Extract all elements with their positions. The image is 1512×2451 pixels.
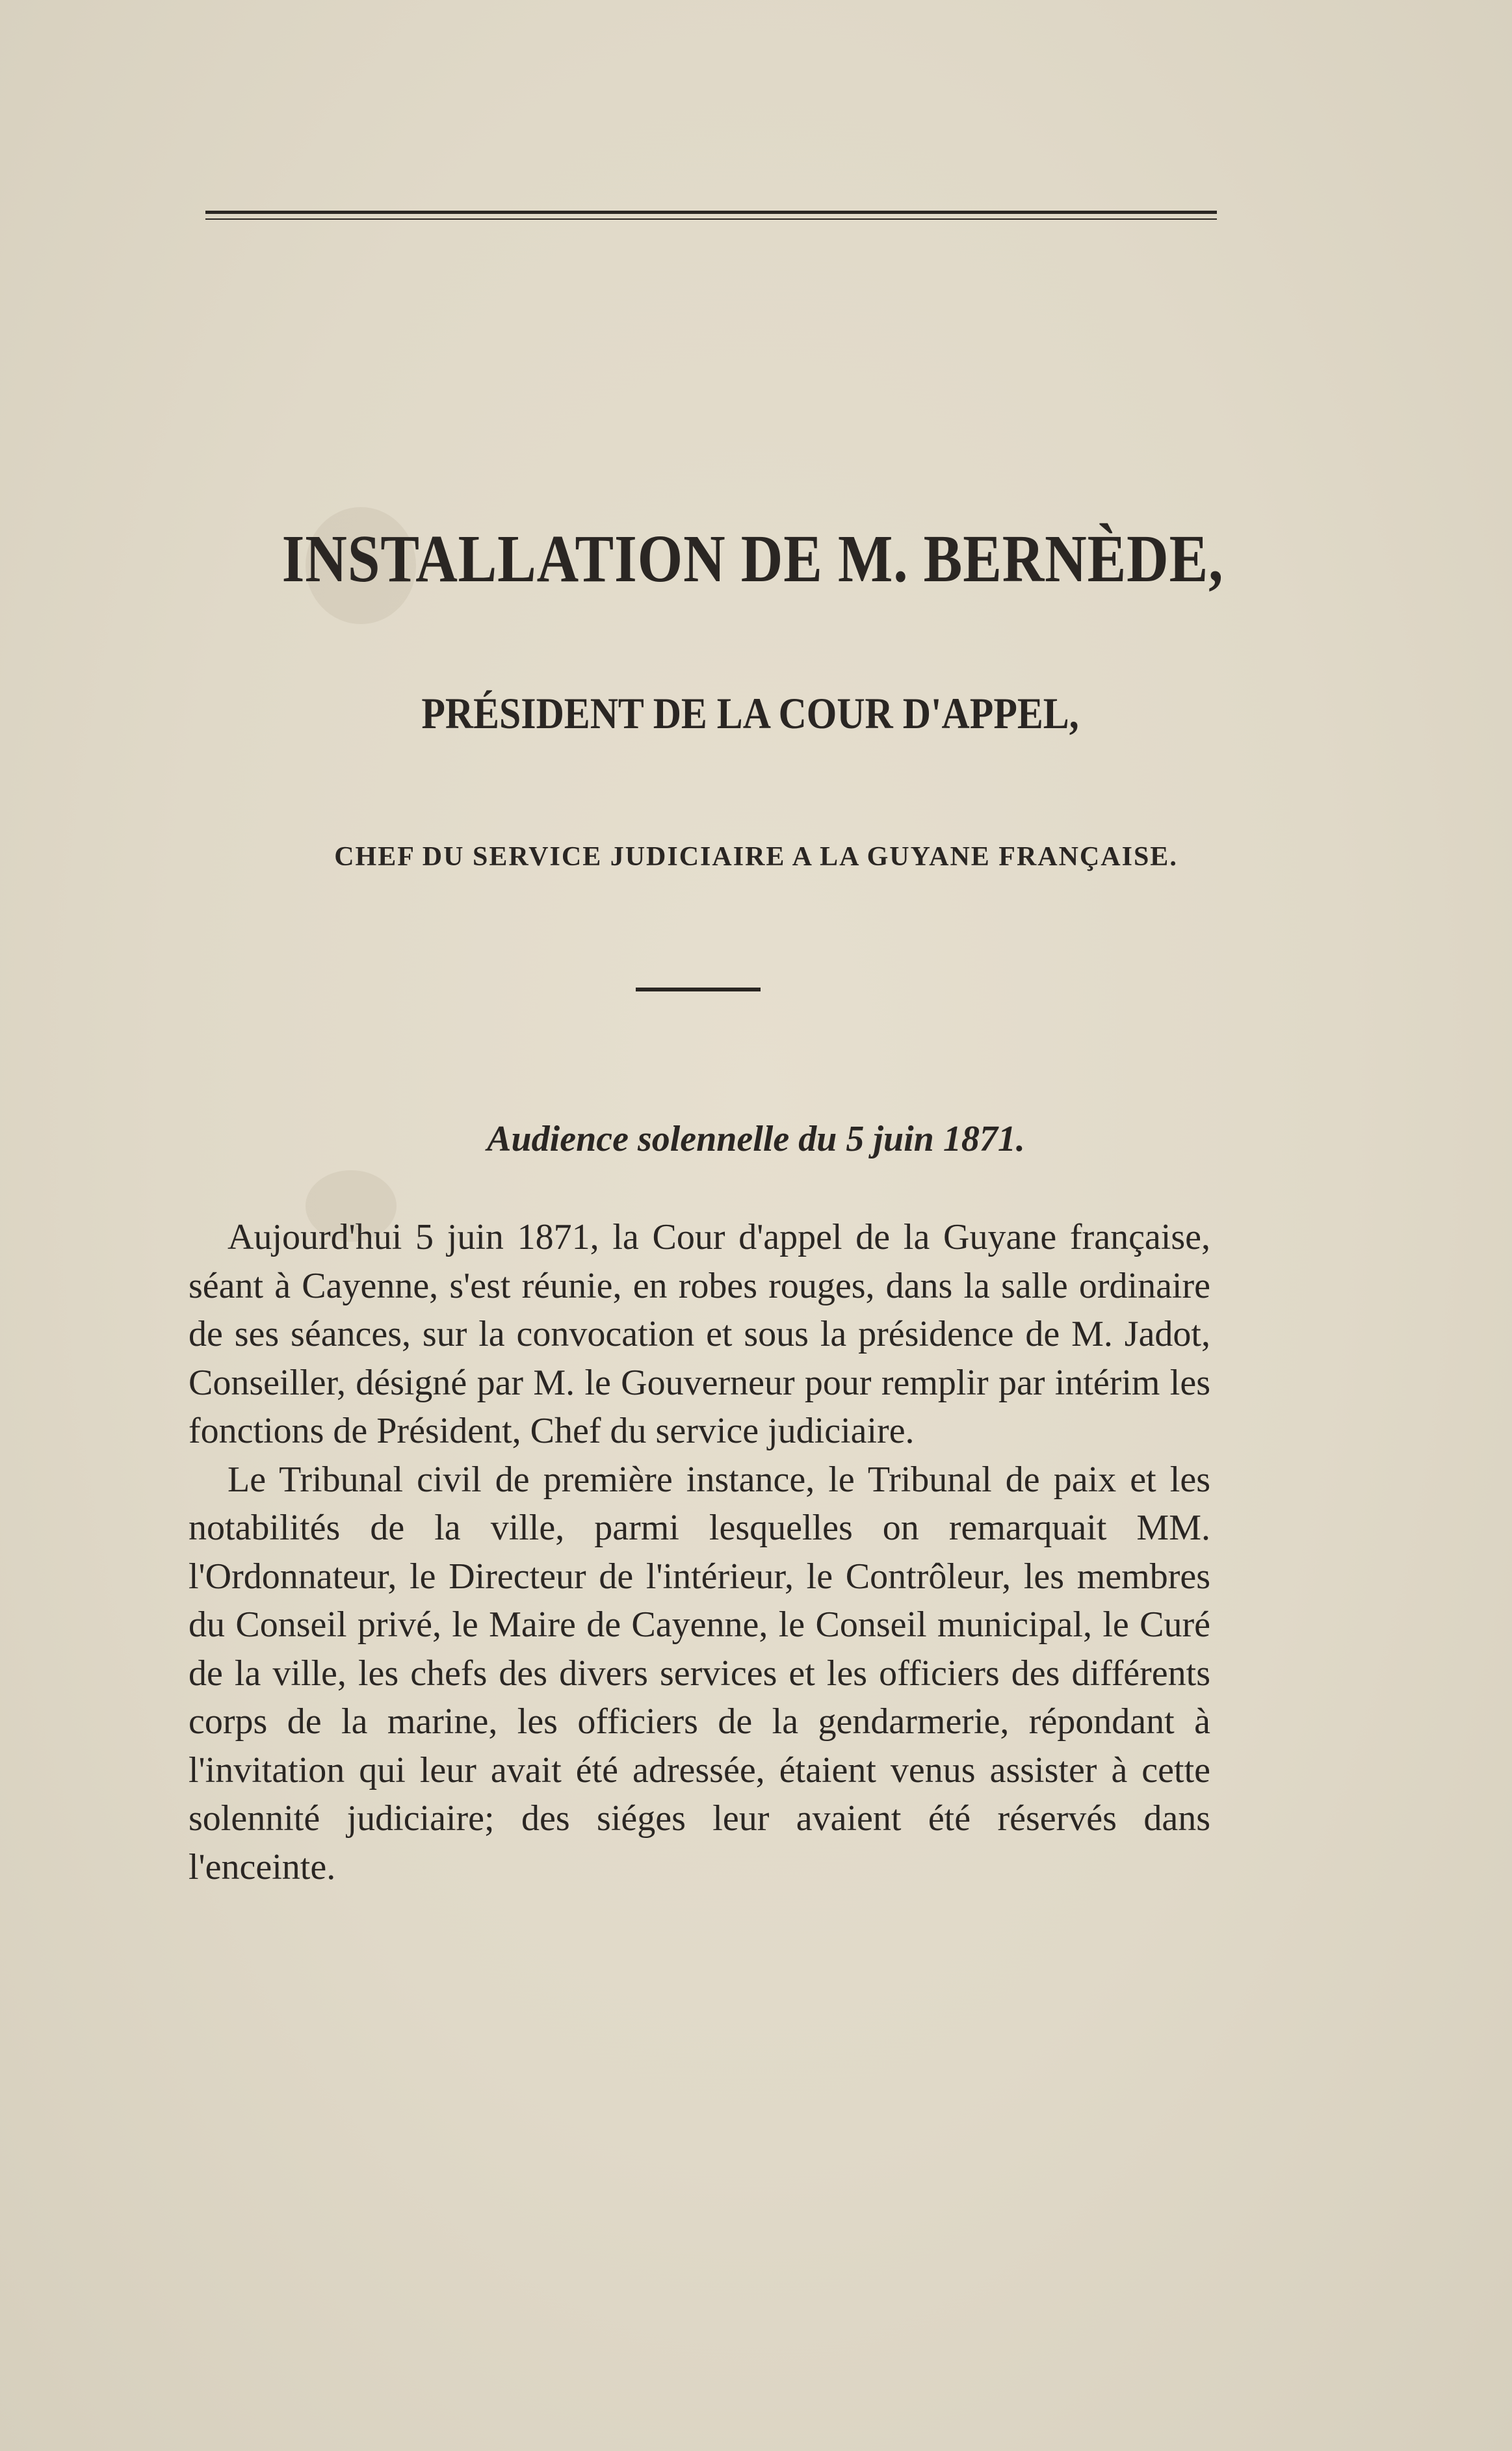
session-date-heading: Audience solennelle du 5 juin 1871. (487, 1119, 1025, 1159)
section-divider (636, 988, 761, 991)
top-double-rule-thin (205, 218, 1217, 220)
document-subtitle-secondary: CHEF DU SERVICE JUDICIAIRE A LA GUYANE FRANÇAISE. (334, 842, 1178, 872)
paragraph: Le Tribunal civil de première instance, le Tribunal de paix et les notabilités de la ville, parmi lesquelles on remarquait MM. l'Ordonnateur, le Directeur de l'intérieur, le Contrôleur, les membres du Conseil privé, le Maire de Cayenne, le Conseil municipal, le Curé de la ville, les chefs des divers services et les officiers des différents corps de la marine, les officiers de la gendarmerie, répondant à l'invitation qui leur avait été adressée, étaient venus assister à cette solennité judiciaire; des siéges leur avaient été réservés dans l'enceinte. (189, 1459, 1210, 1887)
top-double-rule (205, 211, 1217, 214)
paragraph: Aujourd'hui 5 juin 1871, la Cour d'appel de la Guyane française, séant à Cayenne, s'est réunie, en robes rouges, dans la salle ordinaire de ses séances, sur la convocation et sous la présidence de M. Jadot, Conseiller, désigné par M. le Gouverneur pour remplir par intérim les fonctions de Président, Chef du service judiciaire. (189, 1217, 1210, 1451)
body-text (189, 1213, 1210, 1891)
document-title: INSTALLATION DE M. BERNÈDE, (281, 521, 1224, 596)
document-subtitle: PRÉSIDENT DE LA COUR D'APPEL, (421, 688, 1079, 738)
